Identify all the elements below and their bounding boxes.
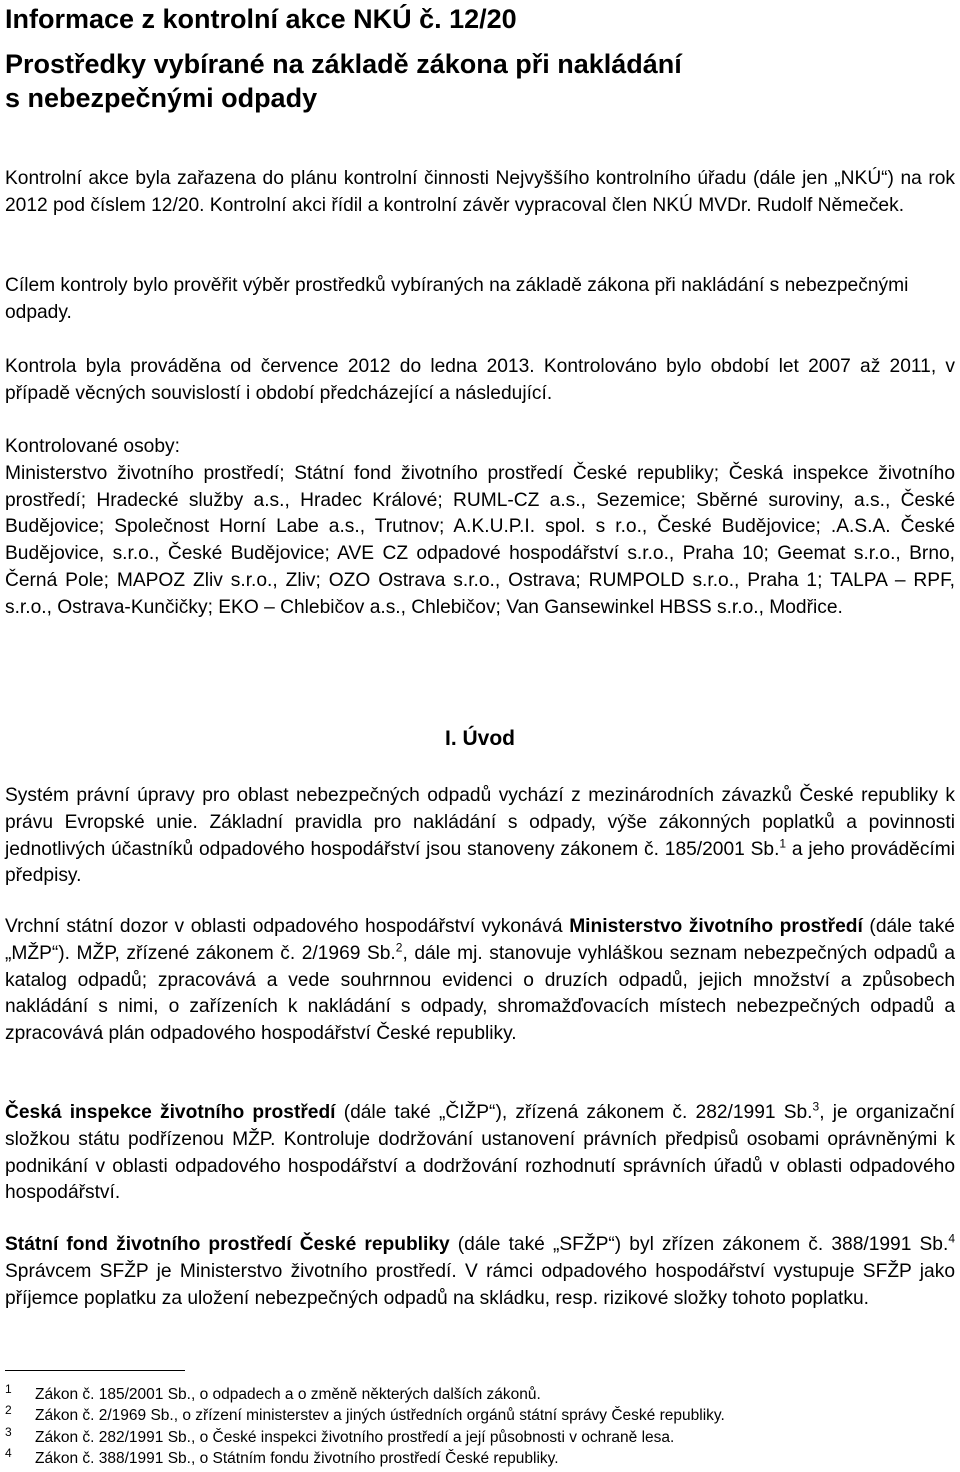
document-title-line-2: Prostředky vybírané na základě zákona při nakládání bbox=[5, 49, 682, 79]
footnote-ref-4: 4 bbox=[948, 1231, 955, 1246]
mzp-text-a: Vrchní státní dozor v oblasti odpadového hospodářství vykonává bbox=[5, 916, 570, 937]
footnote-2 bbox=[5, 1403, 955, 1429]
section-paragraph-1 bbox=[5, 783, 955, 890]
footnote-3 bbox=[5, 1425, 955, 1451]
section-paragraph-cizp bbox=[5, 1100, 955, 1207]
footnote-separator bbox=[5, 1370, 185, 1371]
intro-paragraph-goal: Cílem kontroly bylo prověřit výběr prostředků vybíraných na základě zákona při nakládání s nebezpečnými odpady. bbox=[5, 275, 909, 323]
section-paragraph-sfzp bbox=[5, 1232, 955, 1312]
sfzp-text-a: (dále také „SFŽP“) byl zřízen zákonem č. 388/1991 Sb. bbox=[449, 1234, 949, 1255]
sfzp-text-b: Správcem SFŽP je Ministerstvo životního prostředí. V rámci odpadového hospodářství vystupuje SFŽP jako příjemce poplatku za uložení nebezpečných odpadů na skládku, resp. rizikové složky tohoto poplatku. bbox=[5, 1260, 955, 1309]
footnote-text: Zákon č. 282/1991 Sb., o České inspekci životního prostředí a její působnosti v ochraně lesa. bbox=[35, 1429, 675, 1446]
cizp-text-a: (dále také „ČIŽP“), zřízená zákonem č. 282/1991 Sb. bbox=[335, 1102, 813, 1123]
cizp-bold-name: Česká inspekce životního prostředí bbox=[5, 1102, 336, 1123]
section-paragraph-mzp bbox=[5, 914, 955, 1048]
intro-paragraph-period: Kontrola byla prováděna od července 2012 do ledna 2013. Kontrolováno bylo období let 2007 až 2011, v případě věcných souvislostí i období předcházející a následující. bbox=[5, 356, 955, 404]
controlled-entities-list: Ministerstvo životního prostředí; Státní fond životního prostředí České republiky; Česká inspekce životního prostředí; Hradecké služby a.s., Hradec Králové; RUML-CZ a.s., Sezemice; Sběrné suroviny, a.s., České Budějovice; Společnost Horní Labe a.s., Trutnov; A.K.U.P.I. spol. s r.o., České Budějovice; .A.S.A. České Budějovice, s.r.o., České Budějovice; AVE CZ odpadové hospodářství s.r.o., Praha 10; Geemat s.r.o., Brno, Černá Pole; MAPOZ Zliv s.r.o., Zliv; OZO Ostrava s.r.o., Ostrava; RUMPOLD s.r.o., Praha 1; TALPA – RPF, s.r.o., Ostrava-Kunčičky; EKO – Chlebičov a.s., Chlebičov; Van Gansewinkel HBSS s.r.o., Modřice. bbox=[5, 462, 955, 618]
section-heading: I. Úvod bbox=[444, 727, 515, 750]
mzp-bold-name: Ministerstvo životního prostředí bbox=[569, 916, 863, 937]
footnote-ref-1: 1 bbox=[779, 836, 787, 851]
footnote-4 bbox=[5, 1446, 955, 1472]
sfzp-bold-name: Státní fond životního prostředí České republiky bbox=[5, 1234, 450, 1255]
footnote-number: 4 bbox=[5, 1446, 12, 1460]
controlled-entities bbox=[5, 434, 955, 622]
document-title-line-3: s nebezpečnými odpady bbox=[5, 83, 318, 113]
controlled-entities-label: Kontrolované osoby: bbox=[5, 436, 180, 457]
footnote-number: 2 bbox=[5, 1403, 12, 1417]
mzp-text-b: (dále také „MŽP“). MŽP, zřízené zákonem č. 2/1969 Sb. bbox=[5, 916, 955, 964]
cizp-text-b: , je organizační složkou státu podřízenou MŽP. Kontroluje dodržování ustanovení právních předpisů osobami oprávněnými k podnikání v oblasti odpadového hospodářství a dodržování rozhodnutí správních úřadů v oblasti odpadového hospodářství. bbox=[5, 1102, 955, 1204]
footnote-1 bbox=[5, 1382, 955, 1408]
footnote-text: Zákon č. 388/1991 Sb., o Státním fondu životního prostředí České republiky. bbox=[35, 1450, 559, 1467]
mzp-text-c: , dále mj. stanovuje vyhláškou seznam nebezpečných odpadů a katalog odpadů; zpracovává a vede souhrnnou evidenci o druzích odpadů, jejich množství a způsobech nakládání s nimi, o zařízeních k nakládání s odpady, shromažďovacích místech nebezpečných odpadů a zpracovává plán odpadového hospodářství České republiky. bbox=[5, 942, 955, 1045]
section-paragraph-1-text: Systém právní úpravy pro oblast nebezpečných odpadů vychází z mezinárodních závazků České republiky k právu Evropské unie. Základní pravidla pro nakládání s odpady, výše zákonných poplatků a povinnosti jednotlivých účastníků odpadového hospodářství jsou stanoveny zákonem č. 185/2001 Sb. bbox=[5, 785, 955, 860]
footnote-number: 1 bbox=[5, 1382, 12, 1396]
footnote-ref-2: 2 bbox=[395, 940, 403, 955]
footnote-ref-3: 3 bbox=[812, 1099, 820, 1114]
footnote-text: Zákon č. 2/1969 Sb., o zřízení ministerstev a jiných ústředních orgánů státní správy České republiky. bbox=[35, 1407, 725, 1424]
footnote-text: Zákon č. 185/2001 Sb., o odpadech a o změně některých dalších zákonů. bbox=[35, 1386, 541, 1403]
section-paragraph-1-tail: a jeho prováděcími předpisy. bbox=[5, 838, 955, 887]
document-title-line-1: Informace z kontrolní akce NKÚ č. 12/20 bbox=[5, 4, 517, 34]
intro-paragraph-1: Kontrolní akce byla zařazena do plánu kontrolní činnosti Nejvyššího kontrolního úřadu (dále jen „NKÚ“) na rok 2012 pod číslem 12/20. Kontrolní akci řídil a kontrolní závěr vypracoval člen NKÚ MVDr. Rudolf Němeček. bbox=[5, 168, 955, 216]
footnote-number: 3 bbox=[5, 1425, 12, 1439]
